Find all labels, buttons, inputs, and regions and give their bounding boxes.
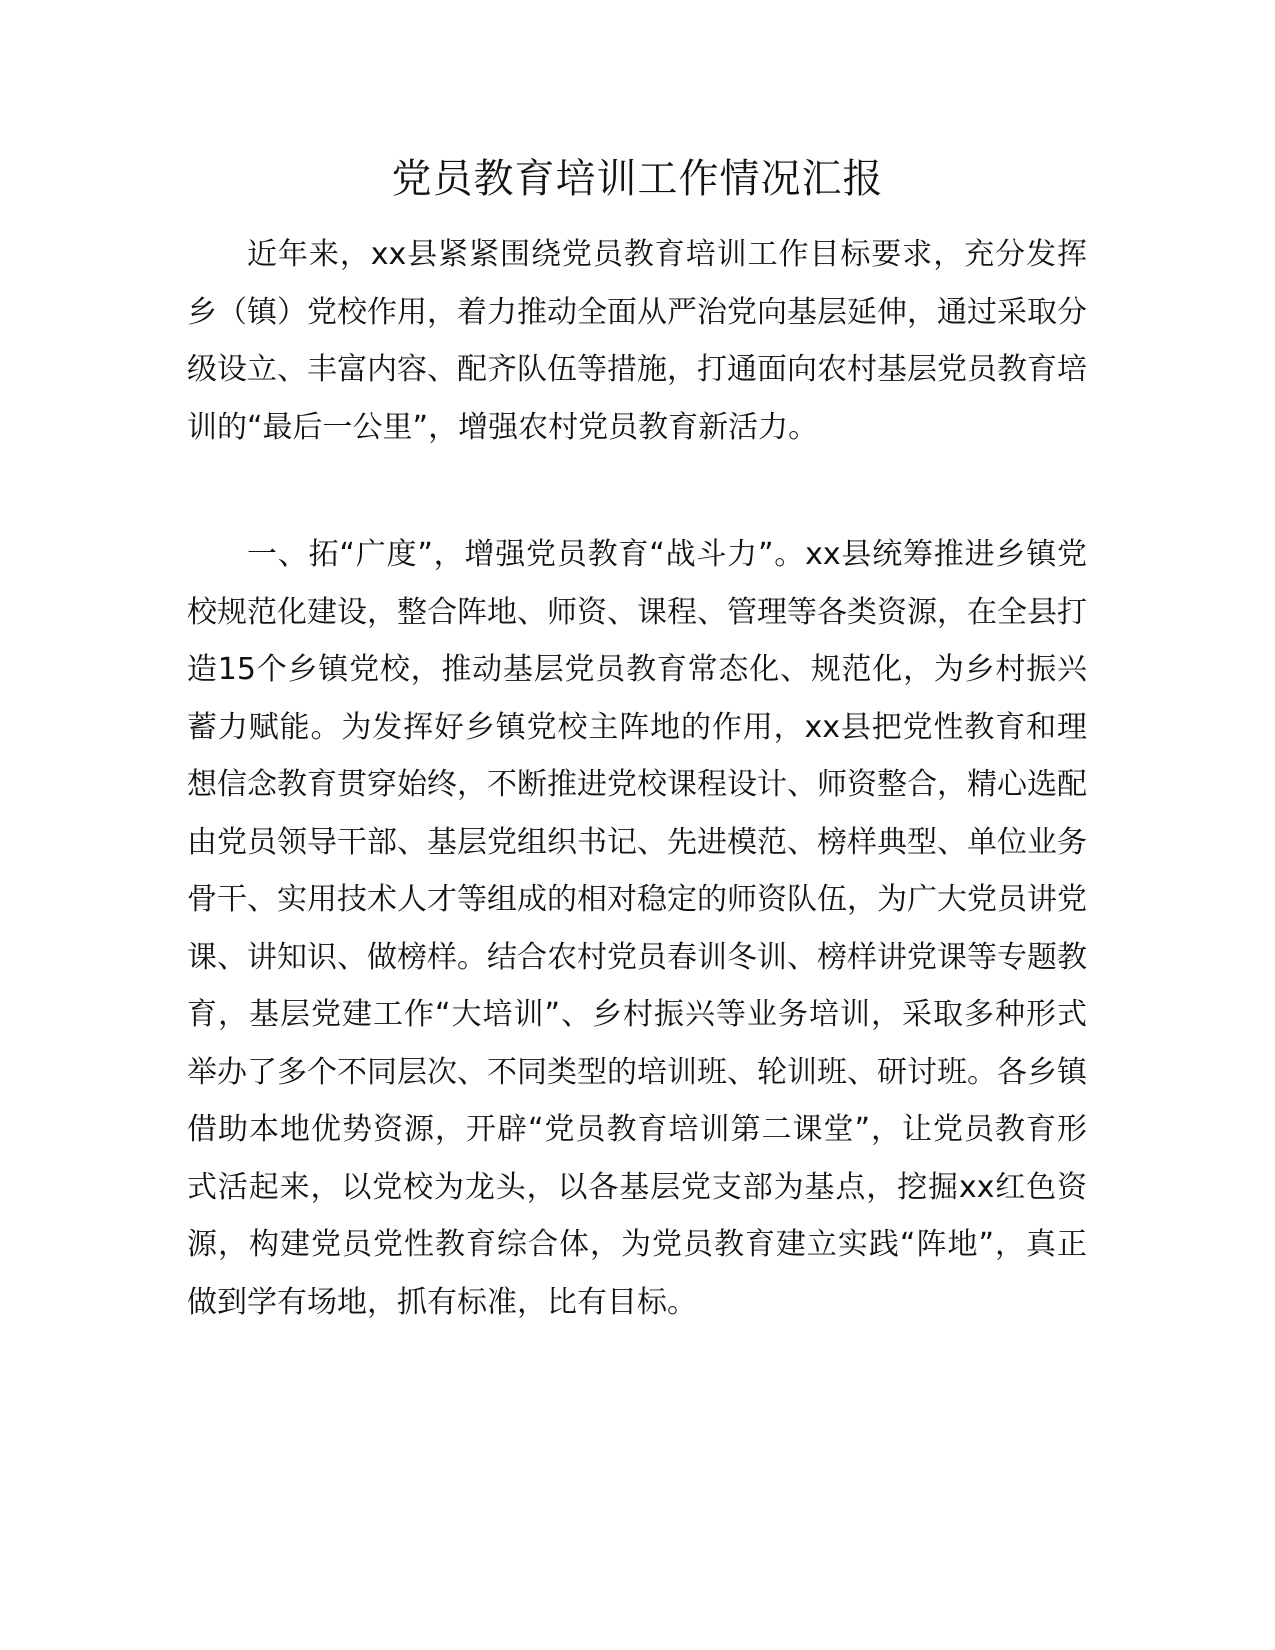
paragraph-intro: 近年来，xx县紧紧围绕党员教育培训工作目标要求，充分发挥乡（镇）党校作用，着力推动全面从严治党向基层延伸，通过采取分级设立、丰富内容、配齐队伍等措施，打通面向农村基层党员教育培训的“最后一公里”，增强农村党员教育新活力。	[187, 237, 1087, 445]
document-title: 党员教育培训工作情况汇报	[391, 156, 884, 202]
paragraph-section-one: 一、拓“广度”，增强党员教育“战斗力”。xx县统筹推进乡镇党校规范化建设，整合阵地、师资、课程、管理等各类资源，在全县打造15个乡镇党校，推动基层党员教育常态化、规范化，为乡村振兴蓄力赋能。为发挥好乡镇党校主阵地的作用，xx县把党性教育和理想信念教育贯穿始终，不断推进党校课程设计、师资整合，精心选配由党员领导干部、基层党组织书记、先进模范、榜样典型、单位业务骨干、实用技术人才等组成的相对稳定的师资队伍，为广大党员讲党课、讲知识、做榜样。结合农村党员春训冬训、榜样讲党课等专题教育，基层党建工作“大培训”、乡村振兴等业务培训，采取多种形式举办了多个不同层次、不同类型的培训班、轮训班、研讨班。各乡镇借助本地优势资源，开辟“党员教育培训第二课堂”，让党员教育形式活起来，以党校为龙头，以各基层党支部为基点，挖掘xx红色资源，构建党员党性教育综合体，为党员教育建立实践“阵地”，真正做到学有场地，抓有标准，比有目标。	[187, 537, 1087, 1320]
